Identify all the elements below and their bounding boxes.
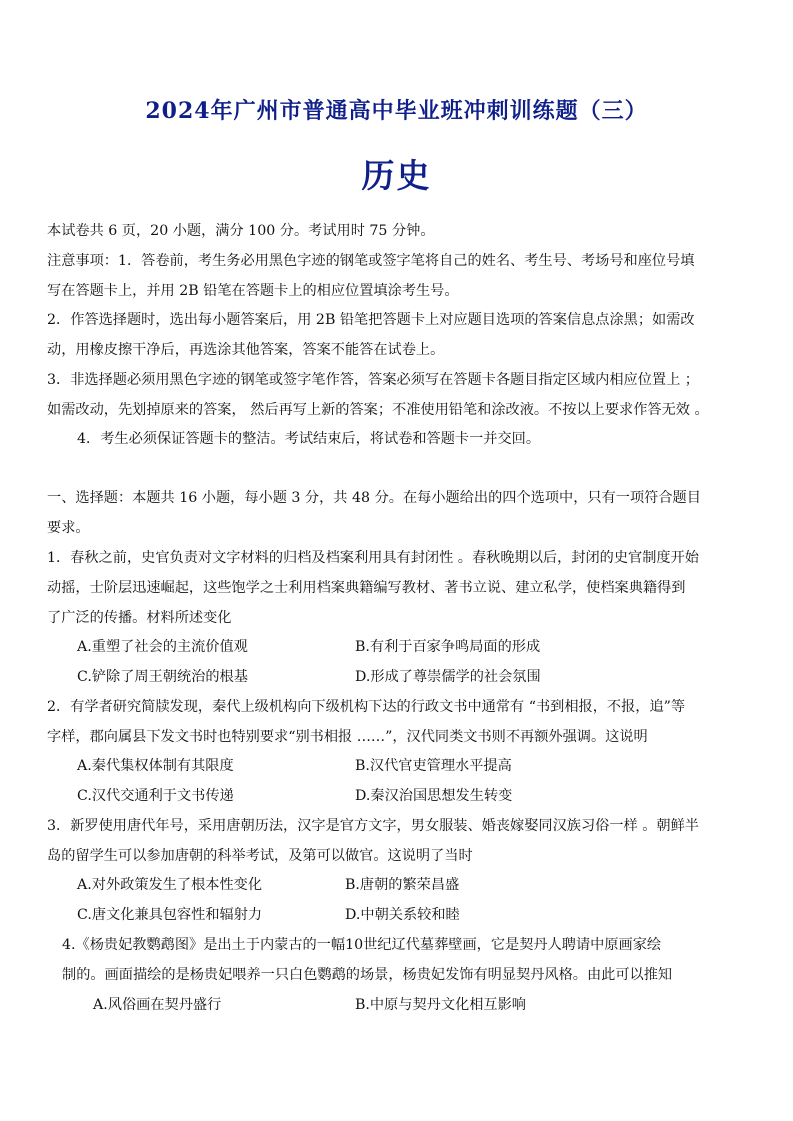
note-2-line-2: 动，用橡皮擦干净后，再选涂其他答案，答案不能答在试卷上。	[47, 342, 445, 358]
question-4-option-a: A.风俗画在契丹盛行	[93, 997, 222, 1013]
question-2-option-a: A.秦代集权体制有其限度	[77, 758, 234, 774]
question-1-line-3: 了广泛的传播。材料所述变化	[47, 610, 232, 626]
note-3-line-2: 如需改动，先划掉原来的答案， 然后再写上新的答案；不准使用铅笔和涂改液。不按以上要求作答无效 。	[47, 402, 709, 418]
note-1-line-1: 注意事项：1．答卷前，考生务必用黑色字迹的钢笔或签字笔将自己的姓名、考生号、考场号和座位号填	[47, 253, 695, 269]
question-3-option-b: B.唐朝的繁荣昌盛	[345, 877, 460, 893]
question-2-line-2: 字样，郡向属县下发文书时也特别要求“别书相报 ……”，汉代同类文书则不再额外强调。这说明	[47, 729, 648, 745]
question-1-option-a: A.重塑了社会的主流价值观	[77, 639, 248, 655]
question-3-option-d: D.中朝关系较和睦	[345, 907, 460, 923]
question-2-option-b: B.汉代官吏管理水平提高	[355, 758, 512, 774]
question-1-option-b: B.有利于百家争鸣局面的形成	[355, 639, 541, 655]
question-2-line-1: 2．有学者研究简牍发现，秦代上级机构向下级机构下达的行政文书中通常有 “书到相报，不报，追”等	[47, 699, 686, 715]
exam-title: 2024年广州市普通高中毕业班冲刺训练题（三）	[145, 98, 648, 124]
note-2-line-1: 2．作答选择题时，选出每小题答案后，用 2B 铅笔把答题卡上对应题目选项的答案信息点涂黑；如需改	[47, 312, 695, 328]
section-heading-line-2: 要求。	[47, 520, 90, 536]
question-4-line-2: 制的。画面描绘的是杨贵妃喂养一只白色鹦鹉的场景，杨贵妃发饰有明显契丹风格。由此可以推知	[62, 967, 673, 983]
question-4-line-1: 4.《杨贵妃教鹦鹉图》是出土于内蒙古的一幅10世纪辽代墓葬壁画，它是契丹人聘请中原画家绘	[62, 937, 662, 953]
question-3-line-2: 岛的留学生可以参加唐朝的科举考试，及第可以做官。这说明了当时	[47, 848, 473, 864]
question-2-option-d: D.秦汉治国思想发生转变	[355, 788, 513, 804]
question-4-option-b: B.中原与契丹文化相互影响	[355, 997, 526, 1013]
note-3-line-1: 3．非选择题必须用黑色字迹的钢笔或签字笔作答，答案必须写在答题卡各题目指定区域内相应位置上 ；	[47, 372, 699, 388]
question-3-option-c: C.唐文化兼具包容性和辐射力	[77, 907, 263, 923]
question-3-line-1: 3．新罗使用唐代年号，采用唐朝历法，汉字是官方文字，男女服装、婚丧嫁娶同汉族习俗一样 。朝鲜半	[47, 818, 699, 834]
question-1-option-c: C.铲除了周王朝统治的根基	[77, 669, 248, 685]
question-1-line-2: 动摇，士阶层迅速崛起，这些饱学之士利用档案典籍编写教材、著书立说、建立私学，使档案典籍得到	[47, 580, 686, 596]
question-1-line-1: 1．春秋之前，史官负责对文字材料的归档及档案利用具有封闭性 。春秋晚期以后，封闭的史官制度开始	[47, 550, 699, 566]
question-3-option-a: A.对外政策发生了根本性变化	[77, 877, 263, 893]
note-4: 4．考生必须保证答题卡的整洁。考试结束后，将试卷和答题卡一并交回。	[77, 431, 541, 447]
question-1-option-d: D.形成了尊崇儒学的社会氛围	[355, 669, 541, 685]
subject-title: 历史	[361, 156, 432, 195]
section-heading-line-1: 一、选择题：本题共 16 小题，每小题 3 分，共 48 分。在每小题给出的四个选项中，只有一项符合题目	[47, 490, 701, 506]
question-2-option-c: C.汉代交通利于文书传递	[77, 788, 234, 804]
intro-text: 本试卷共 6 页，20 小题，满分 100 分。考试用时 75 分钟。	[47, 223, 435, 239]
note-1-line-2: 写在答题卡上，并用 2B 铅笔在答题卡上的相应位置填涂考生号。	[47, 283, 459, 299]
